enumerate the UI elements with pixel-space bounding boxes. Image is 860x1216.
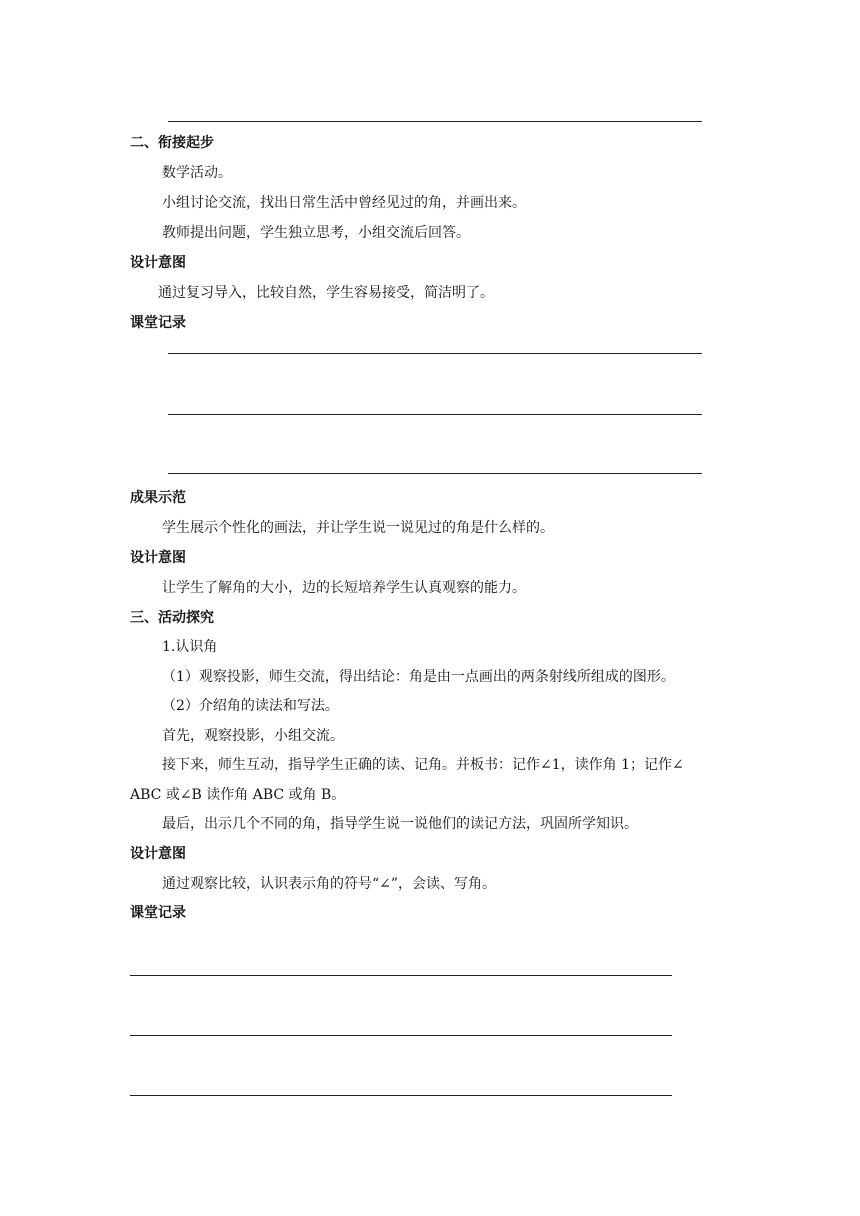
paragraph: 1.认识角 xyxy=(162,639,218,655)
paragraph: 教师提出问题，学生独立思考，小组交流后回答。 xyxy=(162,225,470,241)
design-intent-heading: 设计意图 xyxy=(130,550,186,566)
writing-line xyxy=(168,414,702,415)
writing-line xyxy=(168,121,702,122)
paragraph: 数学活动。 xyxy=(162,165,232,181)
paragraph: 小组讨论交流，找出日常生活中曾经见过的角，并画出来。 xyxy=(162,195,526,211)
writing-line xyxy=(168,473,702,474)
section-heading-connect: 二、衔接起步 xyxy=(130,135,214,151)
class-record-heading: 课堂记录 xyxy=(130,905,186,921)
writing-line xyxy=(168,353,702,354)
paragraph: 通过复习导入，比较自然，学生容易接受，简洁明了。 xyxy=(158,285,494,301)
paragraph: 让学生了解角的大小，边的长短培养学生认真观察的能力。 xyxy=(162,580,526,596)
design-intent-heading: 设计意图 xyxy=(130,255,186,271)
paragraph: 最后，出示几个不同的角，指导学生说一说他们的读记方法，巩固所学知识。 xyxy=(162,816,638,832)
writing-line xyxy=(130,1095,672,1096)
paragraph: （1）观察投影，师生交流，得出结论：角是由一点画出的两条射线所组成的图形。 xyxy=(162,669,675,685)
paragraph: 学生展示个性化的画法，并让学生说一说见过的角是什么样的。 xyxy=(162,520,554,536)
paragraph: （2）介绍角的读法和写法。 xyxy=(162,698,339,714)
paragraph: 接下来，师生互动，指导学生正确的读、记角。并板书：记作∠1，读作角 1；记作∠ xyxy=(162,757,684,773)
class-record-heading: 课堂记录 xyxy=(130,315,186,331)
result-demo-heading: 成果示范 xyxy=(130,490,186,506)
section-heading-activity: 三、活动探究 xyxy=(130,610,214,626)
design-intent-heading: 设计意图 xyxy=(130,846,186,862)
writing-line xyxy=(130,975,672,976)
paragraph: 首先，观察投影，小组交流。 xyxy=(162,728,344,744)
paragraph: 通过观察比较，认识表示角的符号“∠”，会读、写角。 xyxy=(162,876,497,892)
writing-line xyxy=(130,1035,672,1036)
paragraph: ABC 或∠B 读作角 ABC 或角 B。 xyxy=(130,787,346,803)
